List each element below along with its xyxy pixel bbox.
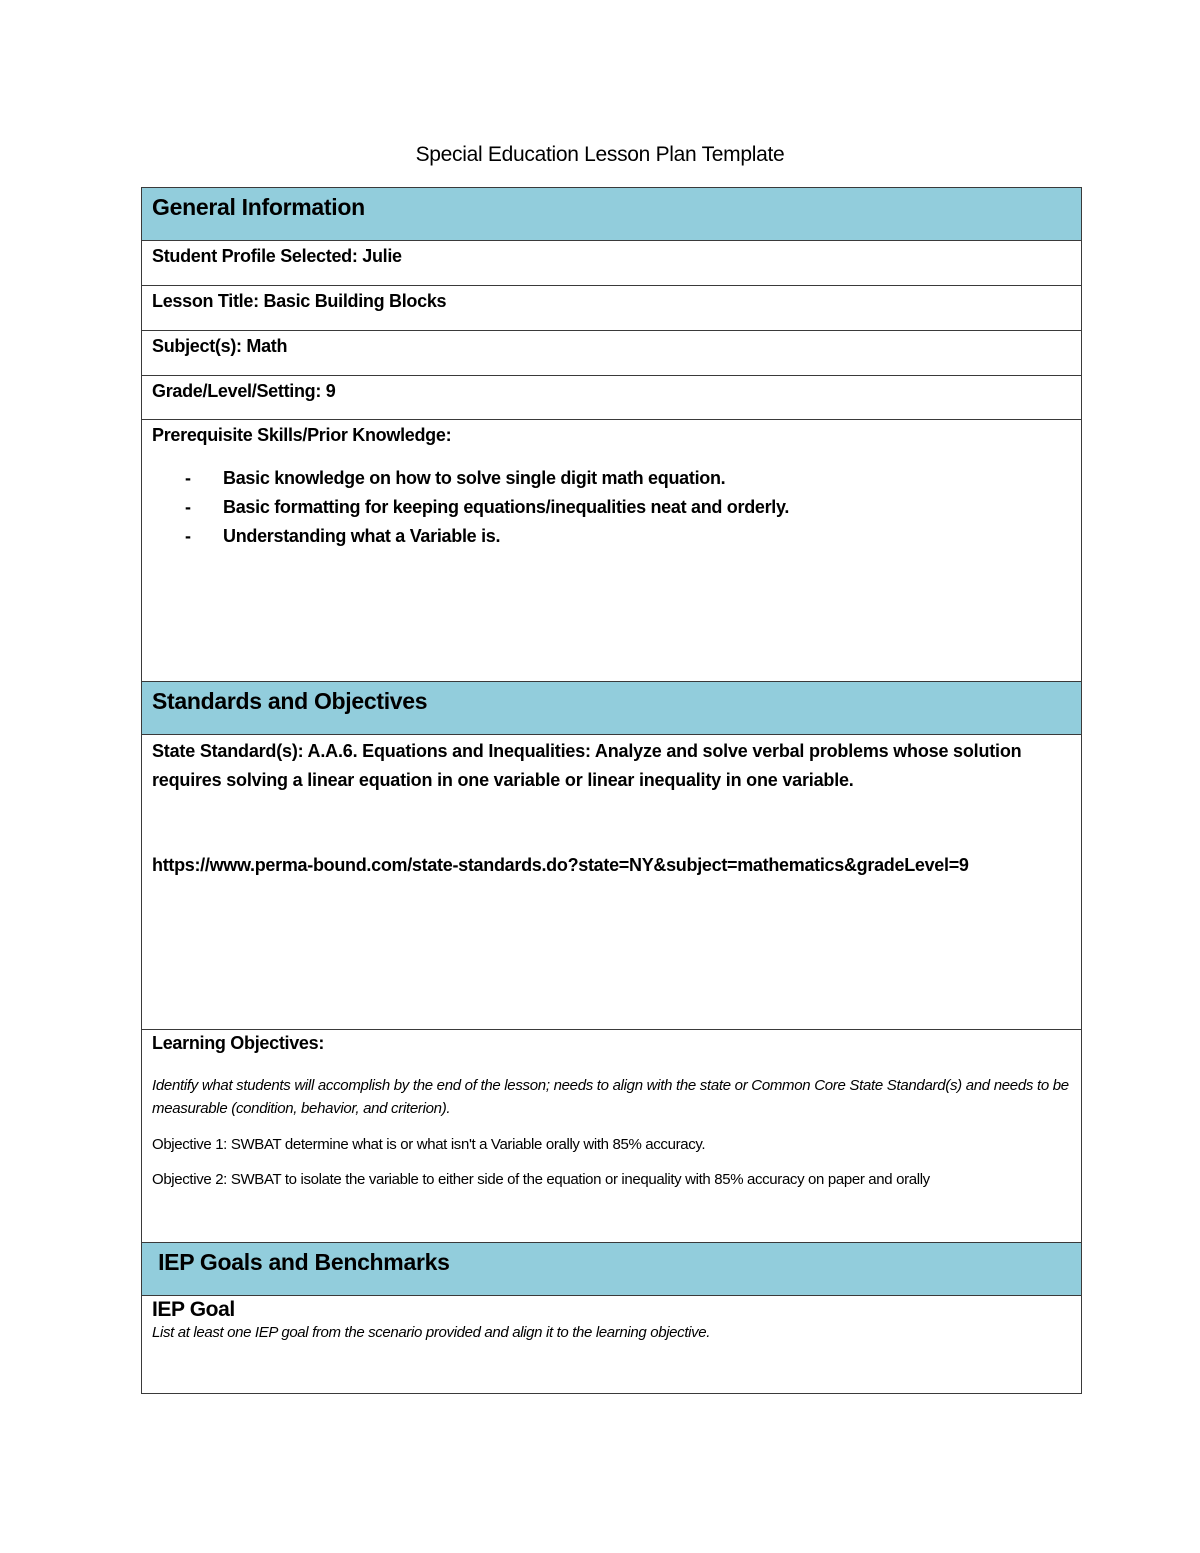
iep-goal-title: IEP Goal <box>152 1298 235 1321</box>
lesson-plan-table <box>141 187 1082 1394</box>
dash-bullet-icon: - <box>185 526 191 546</box>
prerequisite-text: Basic knowledge on how to solve single digit math equation. <box>223 468 726 488</box>
section-header-cell: Standards and Objectives <box>142 682 1082 735</box>
prerequisites-cell[interactable] <box>142 420 1082 682</box>
row-lesson-title <box>142 286 1082 331</box>
row-iep-goal <box>142 1296 1082 1394</box>
objective-2: Objective 2: SWBAT to isolate the variable to either side of the equation or inequality with 85% accuracy on paper and orally <box>152 1171 930 1188</box>
dash-bullet-icon: - <box>185 497 191 517</box>
student-profile-field[interactable]: Student Profile Selected: Julie <box>142 241 1082 286</box>
learning-objectives-instruction: Identify what students will accomplish by the end of the lesson; needs to align with the state or Common Core State Standard(s) and needs to be measurable (condition, behavior, and criterion). <box>152 1077 1069 1117</box>
prerequisite-text: Basic formatting for keeping equations/inequalities neat and orderly. <box>223 497 790 517</box>
learning-objectives-label: Learning Objectives: <box>152 1033 325 1053</box>
prerequisites-list <box>152 464 1071 551</box>
prerequisite-item <box>152 464 1071 493</box>
prerequisite-item <box>152 493 1071 522</box>
state-standard-url[interactable]: https://www.perma-bound.com/state-standards.do?state=NY&subject=mathematics&gradeLevel=9 <box>152 855 969 875</box>
row-learning-objectives <box>142 1030 1082 1243</box>
prerequisites-label: Prerequisite Skills/Prior Knowledge: <box>152 425 452 445</box>
dash-bullet-icon: - <box>185 468 191 488</box>
state-standard-text: State Standard(s): A.A.6. Equations and Inequalities: Analyze and solve verbal problems whose solution requires solving a linear equation in one variable or linear inequality in one variable. <box>152 741 1022 790</box>
row-grade-level <box>142 376 1082 420</box>
section-header-cell: General Information <box>142 188 1082 241</box>
objective-1: Objective 1: SWBAT determine what is or what isn't a Variable orally with 85% accuracy. <box>152 1136 706 1153</box>
section-header-standards-objectives <box>142 682 1082 735</box>
prerequisite-item <box>152 522 1071 551</box>
row-subjects <box>142 331 1082 376</box>
row-student-profile <box>142 241 1082 286</box>
row-state-standard <box>142 735 1082 1030</box>
section-header-iep-goals <box>142 1243 1082 1296</box>
row-prerequisites <box>142 420 1082 682</box>
section-header-cell: IEP Goals and Benchmarks <box>142 1243 1082 1296</box>
iep-goal-instruction: List at least one IEP goal from the scenario provided and align it to the learning objective. <box>152 1324 711 1341</box>
subjects-field[interactable]: Subject(s): Math <box>142 331 1082 376</box>
state-standard-cell[interactable] <box>142 735 1082 1030</box>
document-title: Special Education Lesson Plan Template <box>415 143 785 166</box>
learning-objectives-cell[interactable] <box>142 1030 1082 1243</box>
grade-level-field[interactable]: Grade/Level/Setting: 9 <box>142 376 1082 420</box>
prerequisite-text: Understanding what a Variable is. <box>223 526 501 546</box>
lesson-title-field[interactable]: Lesson Title: Basic Building Blocks <box>142 286 1082 331</box>
section-header-general-information <box>142 188 1082 241</box>
iep-goal-cell[interactable] <box>142 1296 1082 1394</box>
